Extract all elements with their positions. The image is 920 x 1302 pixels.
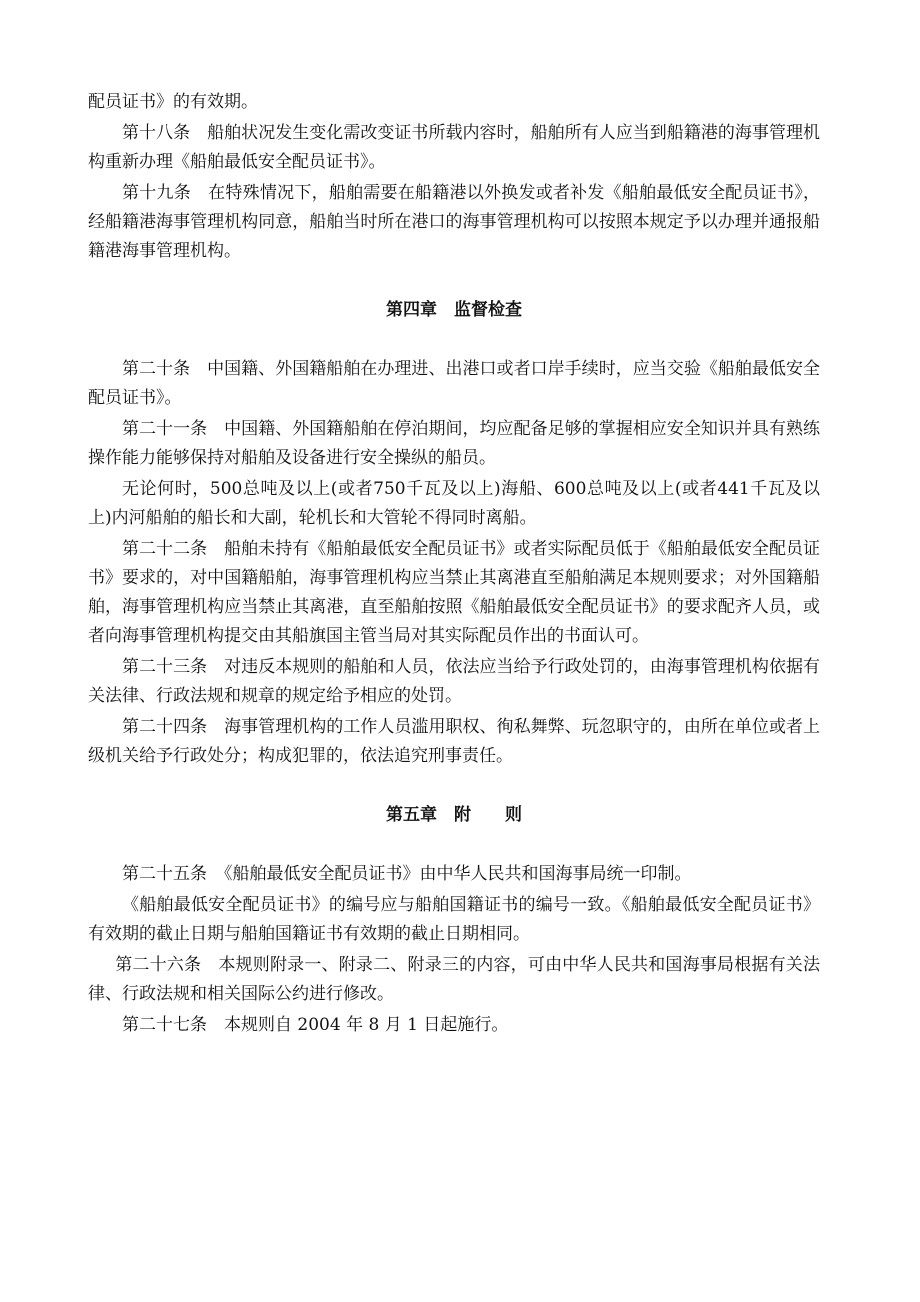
- document-page: [88, 88, 820, 1042]
- paragraph-article-26: 第二十六条 本规则附录一、附录二、附录三的内容，可由中华人民共和国海事局根据有关法律、行政法规和相关国际公约进行修改。: [88, 955, 820, 1004]
- paragraph-article-19: 第十九条 在特殊情况下，船舶需要在船籍港以外换发或者补发《船舶最低安全配员证书》，经船籍港海事管理机构同意，船舶当时所在港口的海事管理机构可以按照本规定予以办理并通报船籍港海事管理机构。: [88, 183, 820, 261]
- paragraph-article-18: 第十八条 船舶状况发生变化需改变证书所载内容时，船舶所有人应当到船籍港的海事管理机构重新办理《船舶最低安全配员证书》。: [88, 123, 820, 172]
- paragraph-article-27: 第二十七条 本规则自 2004 年 8 月 1 日起施行。: [122, 1015, 509, 1035]
- paragraph-article-21: 第二十一条 中国籍、外国籍船舶在停泊期间，均应配备足够的掌握相应安全知识并具有熟练操作能力能够保持对船舶及设备进行安全操纵的船员。: [88, 419, 820, 468]
- paragraph-article-21-supplement: 无论何时，500总吨及以上(或者750千瓦及以上)海船、600总吨及以上(或者441千瓦及以上)内河船舶的船长和大副，轮机长和大管轮不得同时离船。: [88, 479, 820, 528]
- paragraph-article-24: 第二十四条 海事管理机构的工作人员滥用职权、徇私舞弊、玩忽职守的，由所在单位或者上级机关给予行政处分；构成犯罪的，依法追究刑事责任。: [88, 717, 820, 766]
- paragraph-article-23: 第二十三条 对违反本规则的船舶和人员，依法应当给予行政处罚的，由海事管理机构依据有关法律、行政法规和规章的规定给予相应的处罚。: [88, 657, 820, 706]
- paragraph-article-22: 第二十二条 船舶未持有《船舶最低安全配员证书》或者实际配员低于《船舶最低安全配员证书》要求的，对中国籍船舶，海事管理机构应当禁止其离港直至船舶满足本规则要求；对外国籍船舶，海事管理机构应当禁止其离港，直至船舶按照《船舶最低安全配员证书》的要求配齐人员，或者向海事管理机构提交由其船旗国主管当局对其实际配员作出的书面认可。: [88, 539, 820, 646]
- paragraph-article-25-supplement: 《船舶最低安全配员证书》的编号应与船舶国籍证书的编号一致。《船舶最低安全配员证书》有效期的截止日期与船舶国籍证书有效期的截止日期相同。: [88, 895, 820, 944]
- paragraph-article-25: 第二十五条 《船舶最低安全配员证书》由中华人民共和国海事局统一印制。: [122, 864, 692, 884]
- paragraph-article-20: 第二十条 中国籍、外国籍船舶在办理进、出港口或者口岸手续时，应当交验《船舶最低安全配员证书》。: [88, 359, 820, 408]
- chapter-heading-5: 第五章 附 则: [386, 805, 522, 825]
- paragraph-continuation: 配员证书》的有效期。: [88, 92, 258, 112]
- chapter-heading-4: 第四章 监督检查: [386, 300, 522, 320]
